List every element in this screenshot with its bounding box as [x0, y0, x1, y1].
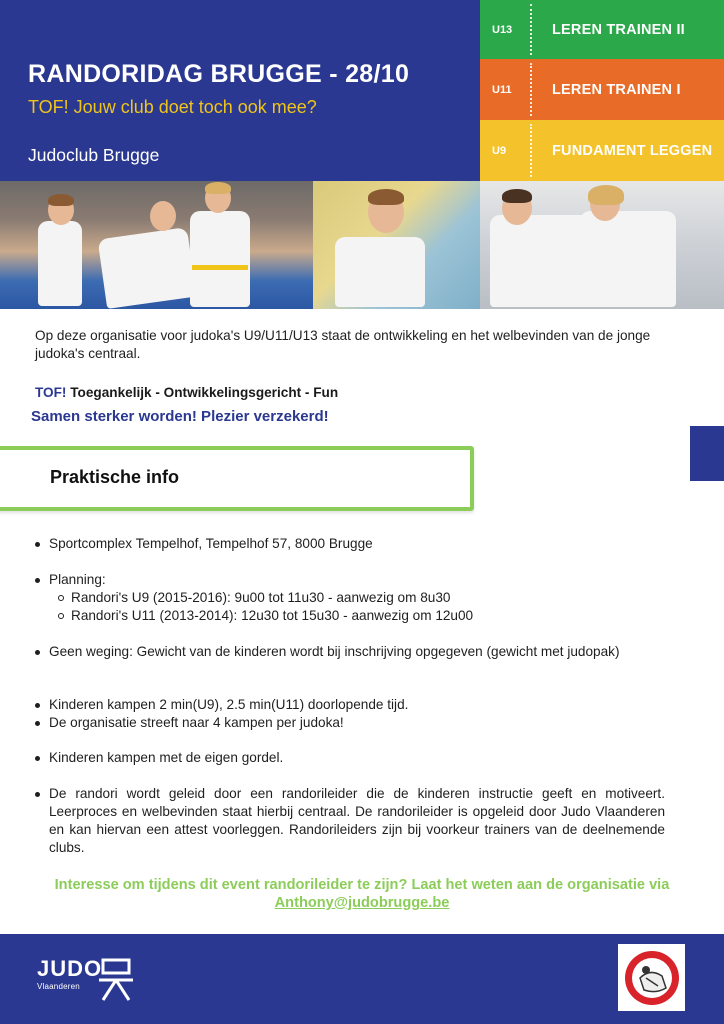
- level-u11: [480, 59, 724, 120]
- photo-judo-grip: [480, 181, 724, 309]
- level-code: U11: [492, 83, 512, 96]
- level-divider: [530, 4, 532, 55]
- list-subitem-u11: Randori's U11 (2013-2014): 12u30 tot 15u30 - aanwezig om 12u00: [71, 608, 474, 623]
- judoka-figure: [335, 237, 425, 307]
- judo-vlaanderen-logo: [37, 956, 137, 1008]
- list-item-leader: De randori wordt geleid door een randorileider die de kinderen instructie geeft en motiveert. Leerproces en welbevinden staat hierbij centraal. De randorileider is opgeleid door Judo Vlaanderen en kan hiervan een attest voorleggen. Randorileiders zijn bij voorkeur trainers van de deelnemende clubs.: [49, 786, 665, 855]
- age-levels: [480, 0, 724, 181]
- level-name: FUNDAMENT LEGGEN: [552, 142, 713, 159]
- judoka-hair: [502, 189, 532, 203]
- judoclub-brugge-logo: [618, 944, 685, 1011]
- logo-subtitle: Vlaanderen: [37, 982, 80, 991]
- background-banner: [690, 426, 724, 481]
- call-to-action: [40, 876, 684, 912]
- photo-strip: [0, 181, 724, 309]
- level-divider: [530, 63, 532, 116]
- club-name: Judoclub Brugge: [28, 145, 160, 165]
- level-name: LEREN TRAINEN II: [552, 21, 685, 38]
- level-code: U9: [492, 144, 507, 157]
- list-item-weigh: Geen weging: Gewicht van de kinderen wordt bij inschrijving opgegeven (gewicht met judopak): [49, 643, 665, 661]
- tof-label: TOF!: [35, 385, 67, 400]
- list-item-fight-time: Kinderen kampen 2 min(U9), 2.5 min(U11) doorlopende tijd.: [49, 696, 669, 714]
- level-u13: [480, 0, 724, 59]
- yellow-belt: [192, 265, 248, 270]
- tof-line: [35, 385, 338, 400]
- background-banner: [538, 364, 688, 406]
- judoka-hair: [48, 194, 74, 206]
- tagline: Samen sterker worden! Plezier verzekerd!: [31, 408, 329, 425]
- level-u9: [480, 120, 724, 181]
- club-emblem-icon: [622, 948, 682, 1008]
- list-subitem-u9: Randori's U9 (2015-2016): 9u00 tot 11u30 - aanwezig om 8u30: [71, 590, 451, 605]
- photo-judo-practice: [0, 181, 313, 309]
- judoka-figure: [580, 211, 676, 307]
- judoka-hair: [588, 185, 624, 205]
- logo-word: JUDO: [37, 956, 103, 981]
- judoka-figure: [38, 221, 82, 306]
- judoka-hair: [205, 182, 231, 194]
- level-divider: [530, 124, 532, 177]
- judoka-head: [150, 201, 176, 231]
- cta-text: Interesse om tijdens dit event randorileider te zijn? Laat het weten aan de organisatie via: [54, 877, 670, 893]
- list-item-fights: De organisatie streeft naar 4 kampen per judoka!: [49, 714, 669, 732]
- photo-thumbs-up-kid: [313, 181, 480, 309]
- intro-text: Op deze organisatie voor judoka's U9/U11/U13 staat de ontwikkeling en het welbevinden van de jonge judoka's centraal.: [35, 328, 651, 361]
- email-link[interactable]: Anthony@judobrugge.be: [274, 895, 450, 911]
- level-code: U13: [492, 23, 513, 36]
- page-title: RANDORIDAG BRUGGE - 28/10: [28, 60, 410, 88]
- page-subtitle: TOF! Jouw club doet toch ook mee?: [28, 97, 317, 117]
- level-name: LEREN TRAINEN I: [552, 81, 681, 98]
- list-item-belt: Kinderen kampen met de eigen gordel.: [49, 749, 669, 767]
- info-heading: Praktische info: [50, 467, 180, 487]
- judoka-figure: [98, 227, 197, 309]
- judoka-pictogram-icon: [99, 958, 133, 1002]
- tof-text: Toegankelijk - Ontwikkelingsgericht - Fun: [70, 385, 339, 400]
- judoka-hair: [368, 189, 404, 205]
- header-banner: [0, 0, 724, 181]
- list-item-location: Sportcomplex Tempelhof, Tempelhof 57, 8000 Brugge: [49, 535, 669, 553]
- judoka-figure: [190, 211, 250, 307]
- list-item-planning: Planning:: [49, 571, 669, 589]
